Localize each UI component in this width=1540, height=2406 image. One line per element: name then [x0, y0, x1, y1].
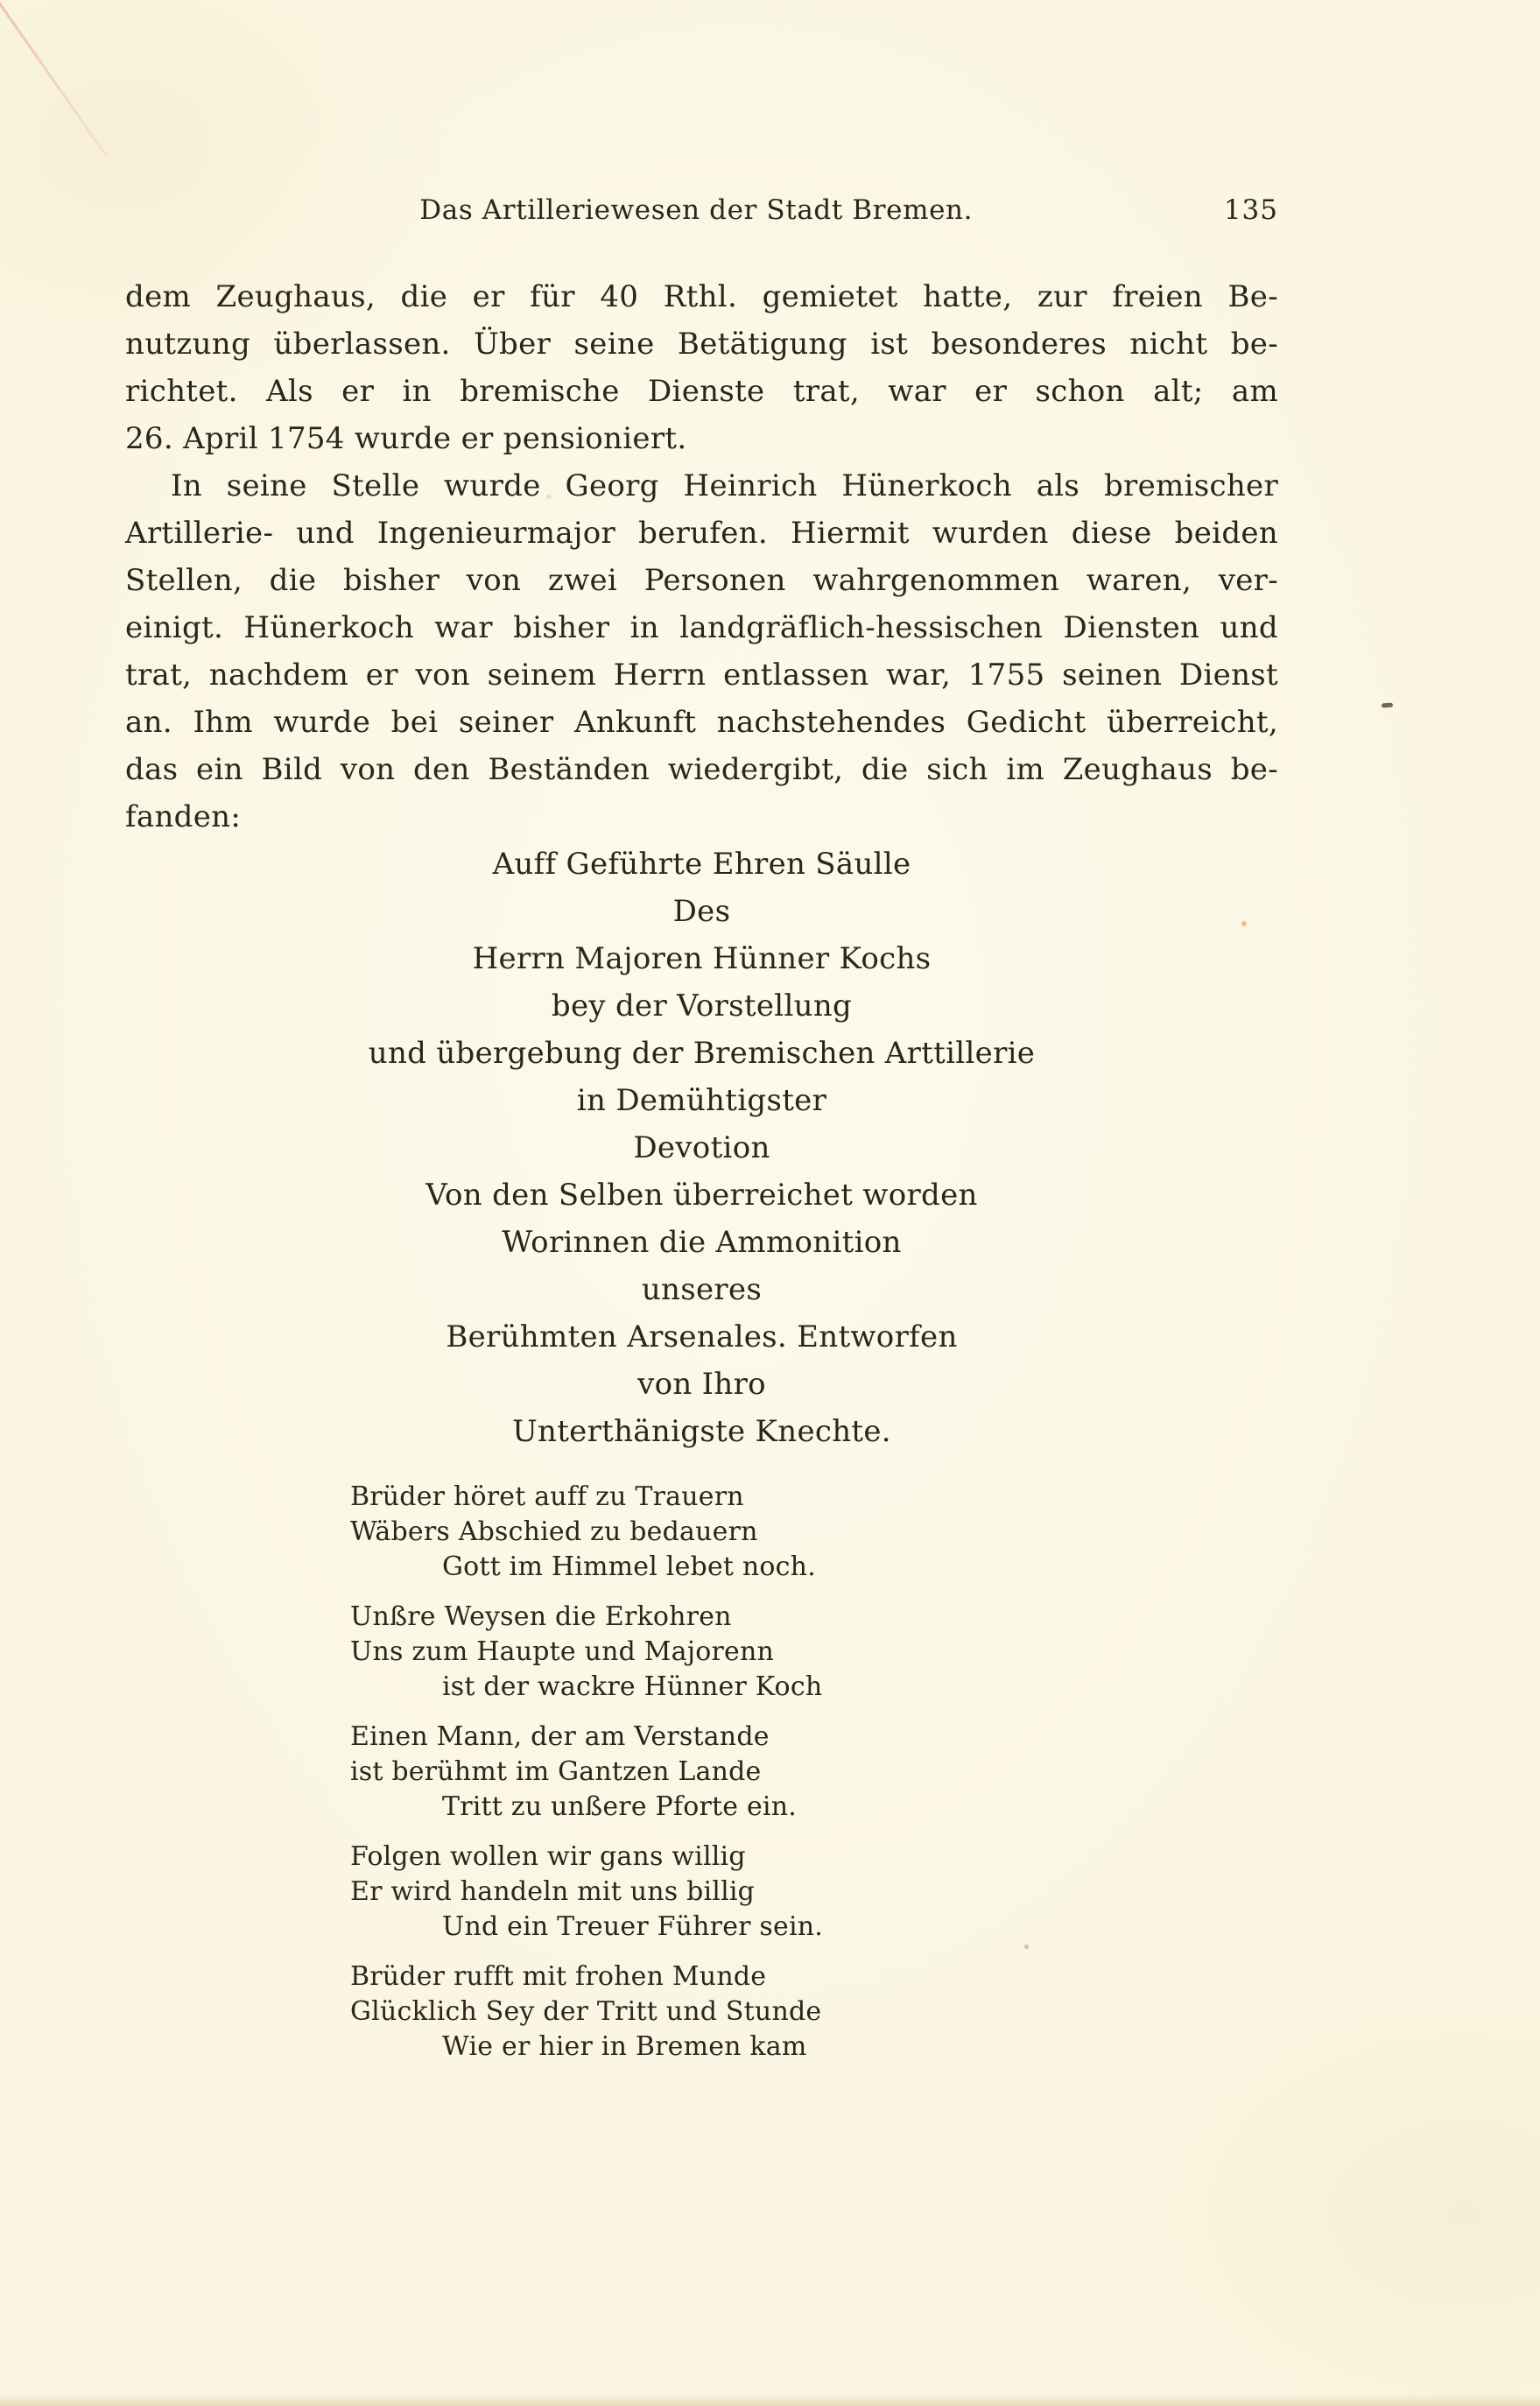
poem-line: Gott im Himmel lebet noch. — [442, 1551, 816, 1582]
poem-stanza-2 — [350, 1600, 1278, 1705]
poem-stanza-3 — [350, 1720, 1278, 1825]
running-header — [125, 191, 1278, 229]
poem-stanza-4 — [350, 1840, 1278, 1945]
poem-line: Er wird handeln mit uns billig — [350, 1876, 756, 1907]
text-line: fanden: — [125, 799, 242, 834]
scratch-mark — [0, 2, 108, 158]
dedication-line: Von den Selben überreichet worden — [425, 1178, 978, 1213]
poem-stanza-5 — [350, 1959, 1278, 2065]
ink-speck — [1382, 703, 1393, 708]
text-line: 26. April 1754 wurde er pensioniert. — [125, 421, 687, 456]
dedication-line: Auff Geführte Ehren Säulle — [492, 847, 911, 882]
text-line: das ein Bild von den Beständen wiedergibt, die sich im Zeughaus be- — [125, 752, 1278, 787]
poem-line: Glücklich Sey der Tritt und Stunde — [350, 1996, 822, 2027]
dedication-line: in Demühtigster — [576, 1083, 827, 1118]
dedication-line: Worinnen die Ammonition — [502, 1225, 902, 1260]
page-header-title: Das Artilleriewesen der Stadt Bremen. — [419, 194, 974, 226]
dedication-line: bey der Vorstellung — [551, 988, 853, 1024]
poem-line: ist der wackre Hünner Koch — [442, 1671, 823, 1702]
dedication-line: und übergebung der Bremischen Arttillerie — [368, 1036, 1036, 1071]
text-line: trat, nachdem er von seinem Herrn entlassen war, 1755 seinen Dienst — [125, 658, 1278, 693]
page-number: 135 — [1223, 194, 1278, 226]
poem-line: Brüder rufft mit frohen Munde — [350, 1961, 767, 1992]
poem-line: Unßre Weysen die Erkohren — [350, 1601, 732, 1632]
poem-line: Wäbers Abschied zu bedauern — [350, 1516, 758, 1547]
poem-line: Wie er hier in Bremen kam — [442, 2031, 807, 2062]
dedication-line: Herrn Majoren Hünner Kochs — [472, 941, 932, 976]
text-line: richtet. Als er in bremische Dienste trat, war er schon alt; am — [125, 374, 1278, 409]
dedication-line: Berühmten Arsenales. Entworfen — [446, 1319, 958, 1354]
poem-line: Uns zum Haupte und Majorenn — [350, 1636, 775, 1667]
text-line: an. Ihm wurde bei seiner Ankunft nachstehendes Gedicht überreicht, — [125, 705, 1278, 740]
text-line: Stellen, die bisher von zwei Personen wahrgenommen waren, ver- — [125, 563, 1278, 598]
poem-line: Brüder höret auff zu Trauern — [350, 1481, 744, 1512]
dedication-line: unseres — [641, 1272, 763, 1307]
text-line: Artillerie- und Ingenieurmajor berufen. Hiermit wurden diese beiden — [125, 516, 1278, 551]
poem-dedication — [125, 841, 1278, 1455]
paragraph-1 — [125, 273, 1278, 462]
poem — [350, 1480, 1278, 2065]
text-line: nutzung überlassen. Über seine Betätigung ist besonderes nicht be- — [125, 327, 1278, 362]
poem-stanza-1 — [350, 1480, 1278, 1585]
poem-line: Folgen wollen wir gans willig — [350, 1841, 746, 1872]
dedication-line: von Ihro — [637, 1367, 766, 1402]
text-line: einigt. Hünerkoch war bisher in landgräflich-hessischen Diensten und — [125, 610, 1278, 645]
poem-line: Und ein Treuer Führer sein. — [442, 1911, 824, 1942]
poem-line: Einen Mann, der am Verstande — [350, 1721, 770, 1752]
poem-line: Tritt zu unßere Pforte ein. — [442, 1791, 797, 1822]
text-line: dem Zeughaus, die er für 40 Rthl. gemietet hatte, zur freien Be- — [125, 279, 1278, 314]
text-line: In seine Stelle wurde Georg Heinrich Hünerkoch als bremischer — [171, 468, 1278, 503]
dedication-line: Devotion — [633, 1130, 770, 1165]
paragraph-2 — [125, 462, 1278, 841]
dedication-line: Des — [672, 894, 731, 929]
page-content — [125, 191, 1278, 2079]
poem-line: ist berühmt im Gantzen Lande — [350, 1756, 762, 1787]
dedication-line: Unterthänigste Knechte. — [512, 1414, 891, 1449]
